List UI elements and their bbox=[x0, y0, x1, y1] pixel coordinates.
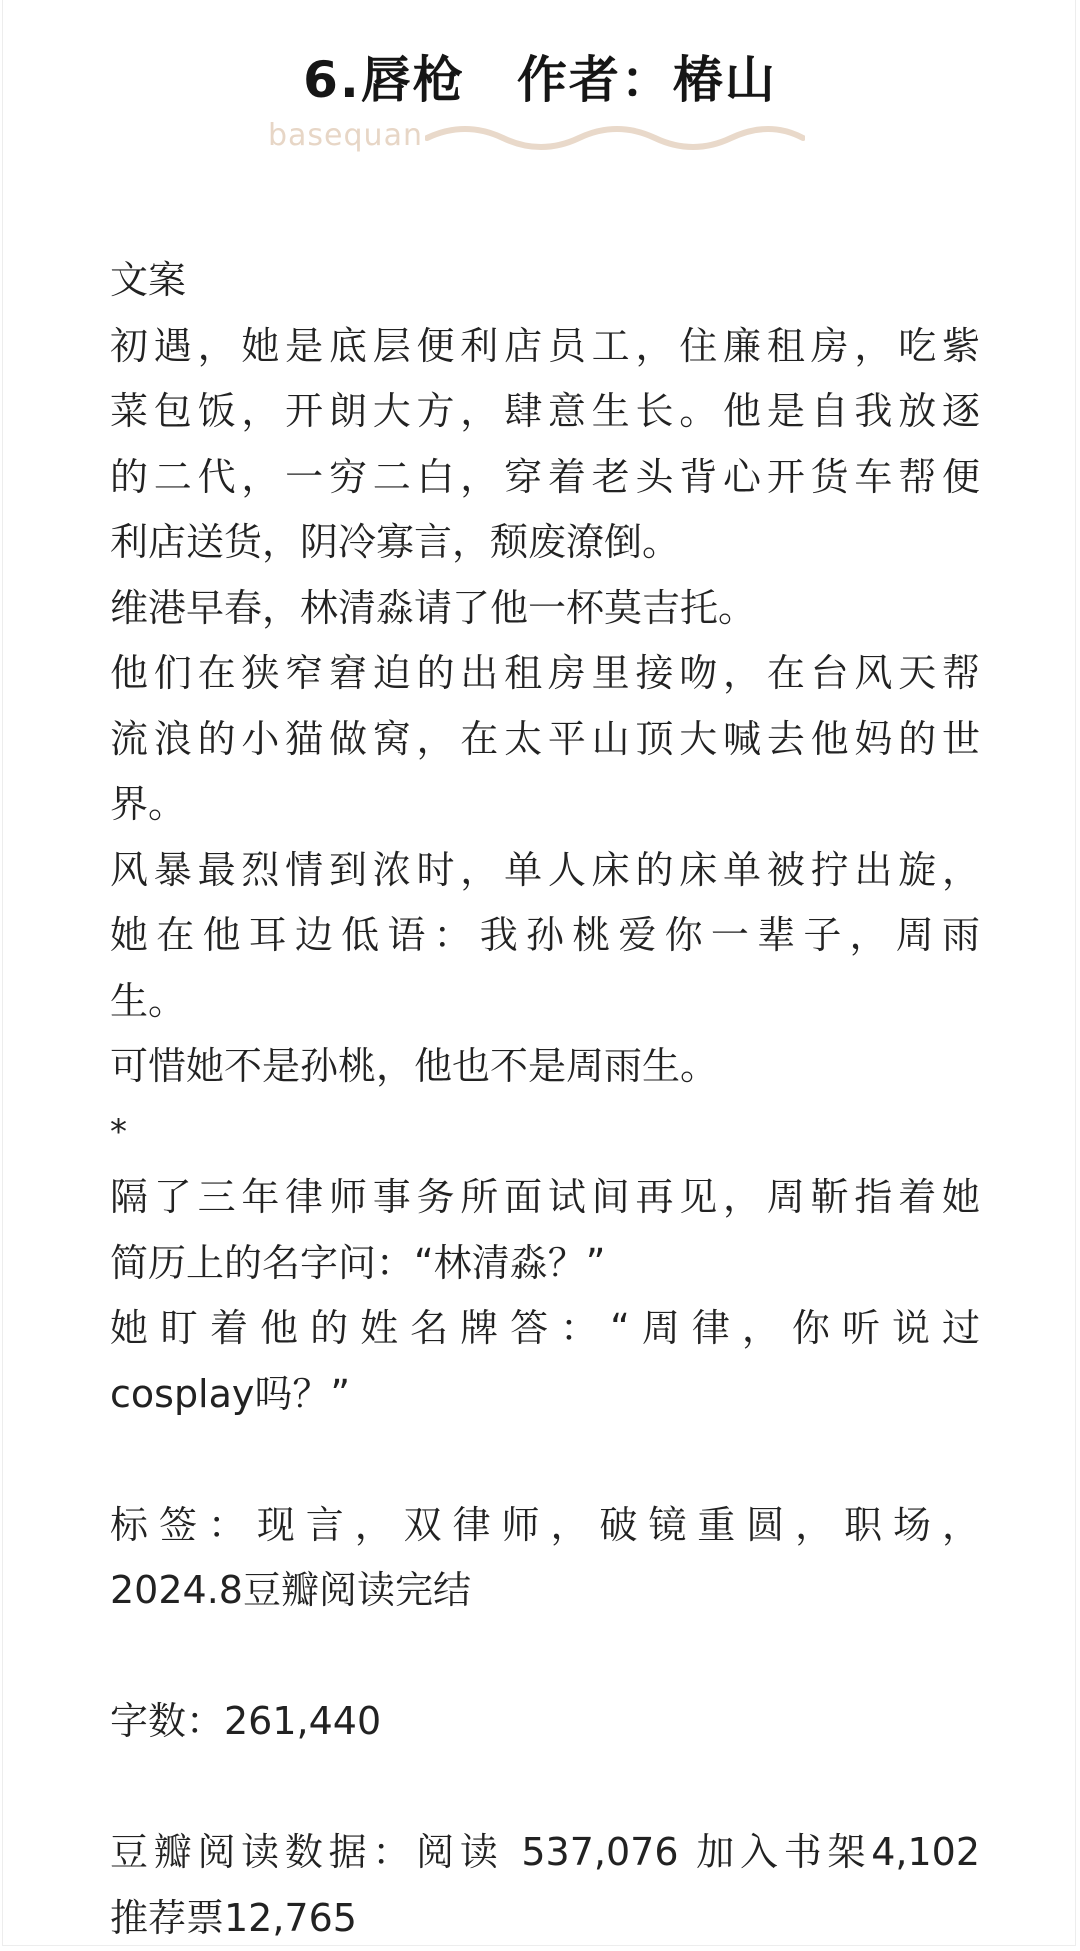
text-line: 维港早春，林清淼请了他一杯莫吉托。 bbox=[110, 576, 980, 642]
stats-line: 豆瓣阅读数据：阅读 537,076 加入书架4,102 bbox=[110, 1820, 980, 1886]
text-line: 初遇，她是底层便利店员工，住廉租房，吃紫 bbox=[110, 314, 980, 380]
text-line: 利店送货，阴冷寡言，颓废潦倒。 bbox=[110, 510, 980, 576]
tags-line: 标签：现言，双律师，破镜重圆，职场， bbox=[110, 1493, 980, 1559]
text-line: 她在他耳边低语：我孙桃爱你一辈子，周雨 bbox=[110, 903, 980, 969]
text-line: 流浪的小猫做窝，在太平山顶大喊去他妈的世 bbox=[110, 707, 980, 773]
wave-divider-icon bbox=[425, 118, 805, 158]
text-line: 的二代，一穷二白，穿着老头背心开货车帮便 bbox=[110, 445, 980, 511]
section-heading: 文案 bbox=[110, 248, 980, 314]
word-count: 字数：261,440 bbox=[110, 1689, 980, 1755]
post-title: 6.唇枪 作者：椿山 bbox=[0, 40, 1080, 112]
text-line: 生。 bbox=[110, 969, 980, 1035]
text-line: 她盯着他的姓名牌答：“周律，你听说过 bbox=[110, 1296, 980, 1362]
text-line: 可惜她不是孙桃，他也不是周雨生。 bbox=[110, 1034, 980, 1100]
separator-star: * bbox=[110, 1100, 980, 1166]
text-line: 他们在狭窄窘迫的出租房里接吻，在台风天帮 bbox=[110, 641, 980, 707]
text-line: 风暴最烈情到浓时，单人床的床单被拧出旋， bbox=[110, 838, 980, 904]
text-line: 菜包饭，开朗大方，肆意生长。他是自我放逐 bbox=[110, 379, 980, 445]
text-line: 简历上的名字问：“林清淼？” bbox=[110, 1231, 980, 1297]
text-line: 界。 bbox=[110, 772, 980, 838]
tags-line: 2024.8豆瓣阅读完结 bbox=[110, 1558, 980, 1624]
stats-line: 推荐票12,765 bbox=[110, 1886, 980, 1951]
text-line: cosplay吗？” bbox=[110, 1362, 980, 1428]
watermark-text: basequan bbox=[268, 118, 423, 153]
article-body bbox=[110, 248, 980, 1951]
text-line: 隔了三年律师事务所面试间再见，周靳指着她 bbox=[110, 1165, 980, 1231]
